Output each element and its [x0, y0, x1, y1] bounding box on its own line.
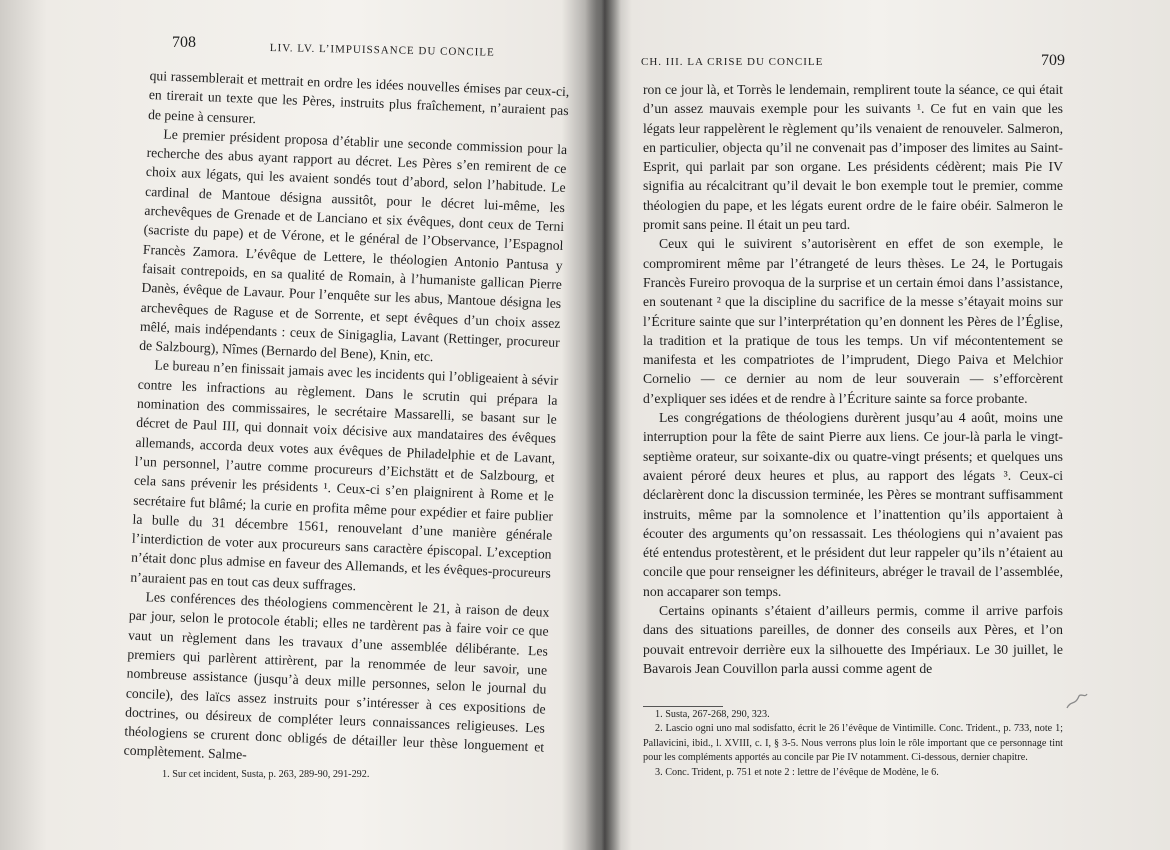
paragraph: ron ce jour là, et Torrès le lendemain, remplirent toute la séance, ce qui était d’un assez mauvais exemple pour les suivants ¹. Ce fut en vain que les légats leur rappelèrent le règlement qu’ils venaient de renouveler. Salmeron, en particulier, objecta qu’il ne convenait pas d’imposer des limites au Saint-Esprit, qui parlait par son organe. Les présidents cédèrent; mais Pie IV signifia au récalcitrant qu’il devait le bon exemple tout le premier, comme théologien du pape, et les légats eurent ordre de le faire obéir. Salmeron le promit sans peine. Il était un peu tard. [643, 82, 1063, 233]
paragraph: Ceux qui le suivirent s’autorisèrent en effet de son exemple, le compromirent même par l’étrangeté de leurs thèses. Le 24, le Portugais Francès Fureiro provoqua de la surprise et un certain émoi dans l’assistance, en soutenant ² que la discipline du sacrifice de la messe s’étayait moins sur l’Écriture sainte que sur l’interprétation qu’en donnent les Pères de l’Église, la tradition et la pratique de tous les temps. Un vif mécontentement se manifesta et les compatriotes de l’imprudent, Diego Paiva et Melchior Cornelio — ce dernier au nom de leur souverain — s’efforcèrent d’expliquer ses idées et de rendre à l’Écriture sainte sa force probante. [643, 236, 1063, 406]
footnote-rule [643, 706, 723, 707]
page-number: 709 [1041, 52, 1065, 69]
footnotes [643, 708, 1063, 780]
body-text [123, 66, 569, 776]
paragraph: Certains opinants s’étaient d’ailleurs permis, comme il arrive parfois dans des situations pareilles, de donner des conseils aux Pères, et l’on pouvait entrevoir derrière eux la silhouette des Impériaux. Le 30 juillet, le Bavarois Jean Couvillon parla aussi comme agent de [643, 603, 1063, 676]
footnotes [150, 768, 550, 782]
pencil-mark [1065, 690, 1089, 712]
paragraph: Le premier président proposa d’établir une seconde commission pour la recherche des abus ayant rapport au décret. Les Pères s’en remirent de ce choix aux légats, qui les avaient sondés tout d’abord, selon l’habitude. Le cardinal de Mantoue désigna aussitôt, pour le décret lui-même, les archevêques de Grenade et de Lanciano et six évêques, dont ceux de Terni (sacriste du pape) et de Vérone, et le général de l’Observance, l’Espagnol Francès Zamora. L’évêque de Lettere, le théologien Antonio Pantusa y faisait contrepoids, en sa qualité de Romain, à l’humaniste gallican Pierre Danès, évêque de Lavaur. Pour l’enquête sur les abus, Mantoue désigna les archevêques de Raguse et de Sorrente, et sept évêques d’un choix assez mêlé, mais indépendants : ceux de Sinigaglia, Lavant (Rettinger, procureur de Salzbourg), Nîmes (Bernardo del Bene), Knin, etc. [138, 126, 568, 365]
footnote: 3. Conc. Trident, p. 751 et note 2 : lettre de l’évêque de Modène, le 6. [655, 766, 939, 778]
right-page [621, 0, 1170, 850]
running-head: CH. III. LA CRISE DU CONCILE [641, 56, 824, 68]
page-number: 708 [172, 34, 196, 51]
footnote: 1. Susta, 267-268, 290, 323. [655, 709, 770, 720]
running-head: LIV. LV. L’IMPUISSANCE DU CONCILE [269, 42, 495, 59]
paragraph: Le bureau n’en finissait jamais avec les incidents qui l’obligeaient à sévir contre les infractions au règlement. Dans le scrutin qui prépara la nomination des commissaires, le secrétaire Massarelli, se basant sur le décret de Paul III, qui donnait voix décisive aux mandataires des évêques allemands, accorda deux votes aux évêques de Philadelphie et de Lavant, l’un personnel, l’autre comme procureurs d’Eichstätt et de Salzbourg, et cela sans prévenir les présidents ¹. Ceux-ci s’en plaignirent à Rome et le secrétaire fut blâmé; la curie en profita même pour expédier et faire publier la bulle du 31 décembre 1561, renouvelant d’une manière générale l’interdiction de voter aux procureurs sans caractère épiscopal. L’exception n’était donc plus admise en faveur des Allemands, et les évêques-procureurs n’auraient pas en tout cas deux suffrages. [130, 357, 559, 594]
book-gutter [585, 0, 621, 850]
body-text [643, 80, 1063, 678]
paragraph: qui rassemblerait et mettrait en ordre les idées nouvelles émises par ceux-ci, en tirerait un texte que les Pères, instruits plus fraîchement, n’auraient pas de peine à censurer. [147, 67, 570, 126]
paragraph: Les conférences des théologiens commencèrent le 21, à raison de deux par jour, selon le protocole établi; elles ne tardèrent pas à faire voir ce que vaut un règlement dans les travaux d’une assemblée délibérante. Les premiers qui parlèrent attirèrent, par la renommée de leur savoir, une nombreuse assistance (jusqu’à deux mille personnes, selon le journal du concile), des laïcs assez instruits pour s’intéresser à ces expositions de doctrines, ou désireux de compléter leurs connaissances religieuses. Les théologiens se crurent donc obligés de détailler leur thèse longuement et complètement. Salme- [123, 589, 550, 763]
paragraph: Les congrégations de théologiens durèrent jusqu’au 4 août, moins une interruption pour la fête de saint Pierre aux liens. Ce jour-là parla le vingt-septième orateur, sur soixante-dix ou quatre-vingt présents; et quelques uns avaient péroré deux heures et plus, au rapport des légats ³. Ceux-ci déclarèrent donc la discussion terminée, les Pères se montrant suffisamment instruits, même par la somnolence et l’inattention qu’ils apportaient à écouter des arguments qu’on ressassait. Les théologiens qui n’avaient pas été entendus protestèrent, et le président dut leur rappeler qu’ils n’étaient au concile que pour renseigner les définiteurs, abréger le travail de l’assemblée, non accaparer son temps. [643, 410, 1063, 599]
footnote: 1. Sur cet incident, Susta, p. 263, 289-90, 291-292. [162, 769, 370, 780]
footnote: 2. Lascio ogni uno mal sodisfatto, écrit le 26 l’évêque de Vintimille. Conc. Trident., p. 733, note 1; Pallavicini, ibid., l. XVIII, c. I, § 3-5. Nous verrons plus loin le rôle important que ce personnage tint pour les compléments apportés au concile par Pie IV notamment. Ci-dessous, dernier chapitre. [643, 723, 1063, 764]
